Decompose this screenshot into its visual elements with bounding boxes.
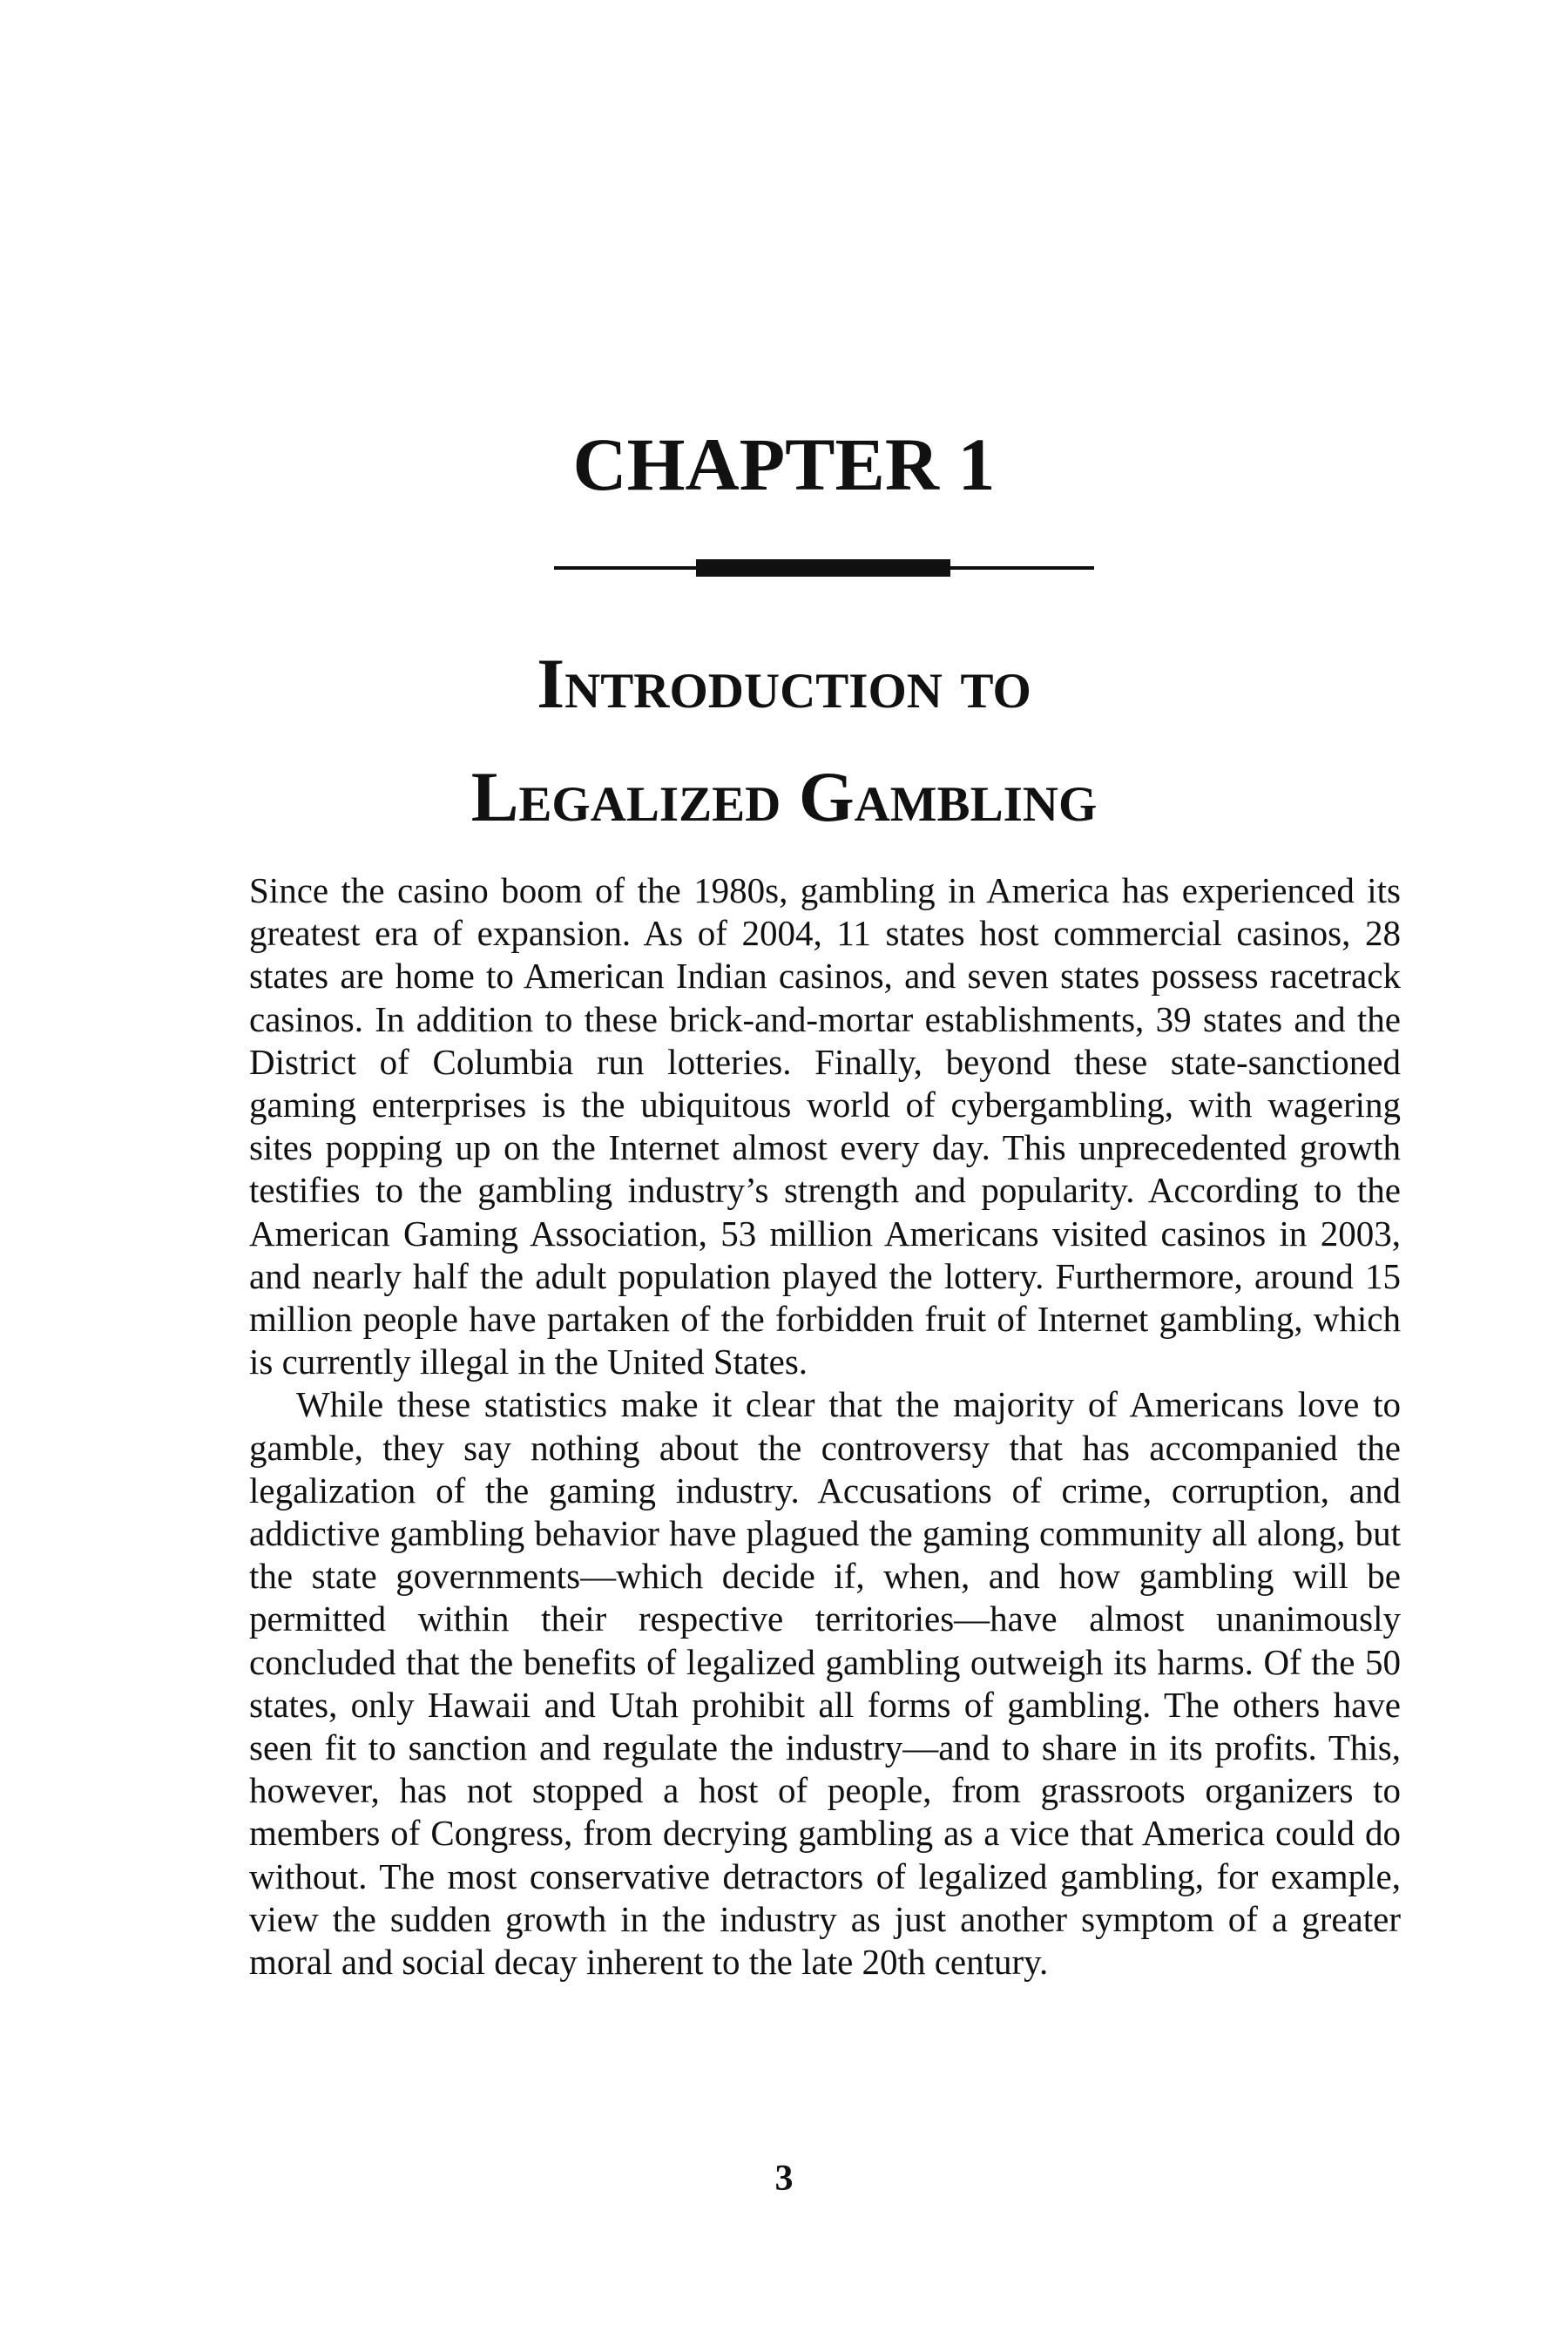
- chapter-title: [0, 627, 1568, 854]
- chapter-title-line-1: Introduction to: [537, 644, 1031, 723]
- page-number: 3: [774, 2159, 794, 2199]
- chapter-title-line-2: Legalized Gambling: [470, 757, 1098, 836]
- ornament-thick-bar: [696, 559, 950, 577]
- paragraph-2: While these statistics make it clear that the majority of Americans love to gamble, they say nothing about the controversy that has accompanied the legalization of the gaming industry. Accusations of crime, corruption, and addictive gambling behavior have plagued the gaming community all along, but the state governments—which decide if, when, and how gambling will be permitted within their respective territories—have almost unanimously concluded that the benefits of legalized gambling outweigh its harms. Of the 50 states, only Hawaii and Utah prohibit all forms of gambling. The others have seen fit to sanction and regulate the industry—and to share in its profits. This, however, has not stopped a host of people, from grassroots organizers to members of Congress, from decrying gambling as a vice that America could do without. The most conservative detractors of legalized gambling, for example, view the sudden growth in the industry as just another symptom of a greater moral and social decay inherent to the late 20th century.: [249, 1384, 1401, 1983]
- chapter-ornament-rule: [554, 559, 1094, 577]
- chapter-label: CHAPTER 1: [572, 422, 996, 506]
- paragraph-1: Since the casino boom of the 1980s, gambling in America has experienced its greatest era of expansion. As of 2004, 11 states host commercial casinos, 28 states are home to American Indian casinos, and seven states possess racetrack casinos. In addition to these brick-and-mortar establishments, 39 states and the District of Columbia run lotteries. Finally, beyond these state-sanctioned gaming enterprises is the ubiquitous world of cybergambling, with wagering sites popping up on the Internet almost every day. This unprecedented growth testifies to the gambling industry’s strength and popularity. According to the American Gaming Association, 53 million Americans visited casinos in 2003, and nearly half the adult population played the lottery. Furthermore, around 15 million people have partaken of the forbidden fruit of Internet gambling, which is currently illegal in the United States.: [249, 870, 1401, 1382]
- body-text: [249, 869, 1401, 1984]
